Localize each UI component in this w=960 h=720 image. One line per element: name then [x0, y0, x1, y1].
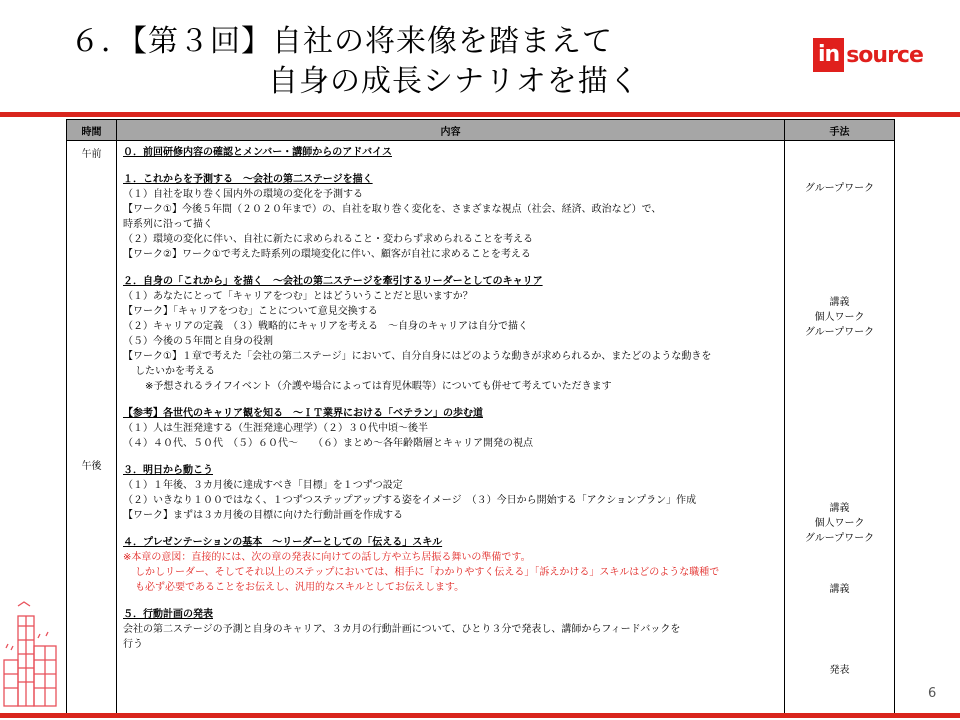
section-2-line: 【ワーク】「キャリアをつむ」ことについて意見交換する: [123, 306, 378, 317]
table-row: [67, 141, 895, 714]
method-cell: [785, 141, 895, 714]
reference-line: （４）４０代、５０代 （５）６０代～ （６）まとめ～各年齢階層とキャリア開発の視点: [123, 438, 533, 449]
page-number: 6: [928, 686, 937, 701]
section-5-heading: ５．行動計画の発表: [123, 609, 213, 620]
reference-heading: 【参考】各世代のキャリア観を知る ～ＩＴ業界における「ベテラン」の歩む道: [123, 408, 483, 419]
slide-title: [70, 22, 640, 102]
section-1-line: 【ワーク②】ワーク①で考えた時系列の環境変化に伴い、顧客が自社に求めることを考える: [123, 249, 531, 260]
section-3-line: （２）いきなり１００ではなく、１つずつステップアップする姿をイメージ （３）今日から開始する「アクションプラン」作成: [123, 495, 697, 506]
method-section-2-individual: 個人ワーク: [814, 312, 865, 323]
table-header-row: [67, 120, 895, 141]
time-am: 午前: [81, 149, 102, 160]
section-1-line: 【ワーク①】今後５年間（２０２０年まで）の、自社を取り巻く変化を、さまざまな視点（社会、経済、政治など）で、: [123, 204, 662, 215]
method-section-1: グループワーク: [804, 183, 875, 194]
header-method: 手法: [785, 120, 895, 141]
section-3-line: （１）１年後、３カ月後に達成すべき「目標」を１つずつ設定: [123, 480, 403, 491]
time-pm: 午後: [81, 461, 102, 472]
content-cell: [117, 141, 785, 714]
section-0-heading: ０．前回研修内容の確認とメンバー・講師からのアドバイス: [123, 147, 392, 158]
section-2-heading: ２．自身の「これから」を描く ～会社の第二ステージを牽引するリーダーとしてのキャリア: [123, 276, 543, 287]
method-section-3-group: グループワーク: [804, 533, 875, 544]
section-2-line: 【ワーク①】１章で考えた「会社の第二ステージ」において、自分自身にはどのような動きが求められるか、またどのような動きを: [123, 351, 712, 362]
schedule-table: [66, 119, 895, 714]
section-3-line: 【ワーク】まずは３カ月後の目標に向けた行動計画を作成する: [123, 510, 403, 521]
section-2-note: ※予想されるライフイベント（介護や場合によっては育児休暇等）についても併せて考えていただきます: [145, 381, 612, 392]
section-2-line: （５）今後の５年間と自身の役割: [123, 336, 273, 347]
section-4-heading: ４．プレゼンテーションの基本 ～リーダーとしての「伝える」スキル: [123, 537, 443, 548]
method-section-5: 発表: [829, 665, 850, 676]
section-3-heading: ３．明日から動こう: [123, 465, 213, 476]
footer-divider: [0, 713, 960, 718]
method-section-3-lecture: 講義: [829, 503, 850, 514]
title-line-1: ６．【第３回】自社の将来像を踏まえて: [70, 24, 613, 59]
section-5-line: 会社の第二ステージの予測と自身のキャリア、３カ月の行動計画について、ひとり３分で発表し、講師からフィードバックを: [123, 624, 681, 635]
logo-in: in: [813, 38, 844, 72]
section-5-line: 行う: [123, 639, 143, 650]
method-section-3-individual: 個人ワーク: [814, 518, 865, 529]
logo-source: source: [846, 42, 923, 68]
header-time: 時間: [67, 120, 117, 141]
method-section-2-group: グループワーク: [804, 327, 875, 338]
section-2-line: （２）キャリアの定義 （３）戦略的にキャリアを考える ～自身のキャリアは自分で描く: [123, 321, 528, 332]
method-section-2-lecture: 講義: [829, 297, 850, 308]
section-1-line: （１）自社を取り巻く国内外の環境の変化を予測する: [123, 189, 363, 200]
section-1-heading: １．これからを予測する ～会社の第二ステージを描く: [123, 174, 373, 185]
time-cell: [67, 141, 117, 714]
section-4-note: しかしリーダー、そしてそれ以上のステップにおいては、相手に「わかりやすく伝える」「訴えかける」スキルはどのような職種で: [135, 567, 720, 578]
header-content: 内容: [117, 120, 785, 141]
building-illustration-icon: [0, 600, 62, 710]
section-2-line: したいかを考える: [135, 366, 215, 377]
section-1-line: 時系列に沿って描く: [123, 219, 213, 230]
header-divider: [0, 112, 960, 117]
method-section-4: 講義: [829, 584, 850, 595]
reference-line: （１）人は生涯発達する（生涯発達心理学）（２）３０代中頃～後半: [123, 423, 428, 434]
section-4-note: ※本章の意図：直接的には、次の章の発表に向けての話し方や立ち居振る舞いの準備です。: [123, 552, 531, 563]
section-2-line: （１）あなたにとって「キャリアをつむ」とはどういうことだと思いますか？: [123, 291, 473, 302]
title-line-2: 自身の成長シナリオを描く: [268, 64, 640, 99]
section-1-line: （２）環境の変化に伴い、自社に新たに求められること・変わらず求められることを考える: [123, 234, 533, 245]
insource-logo: [813, 36, 923, 74]
section-4-note: も必ず必要であることをお伝えし、汎用的なスキルとしてお伝えします。: [135, 582, 465, 593]
